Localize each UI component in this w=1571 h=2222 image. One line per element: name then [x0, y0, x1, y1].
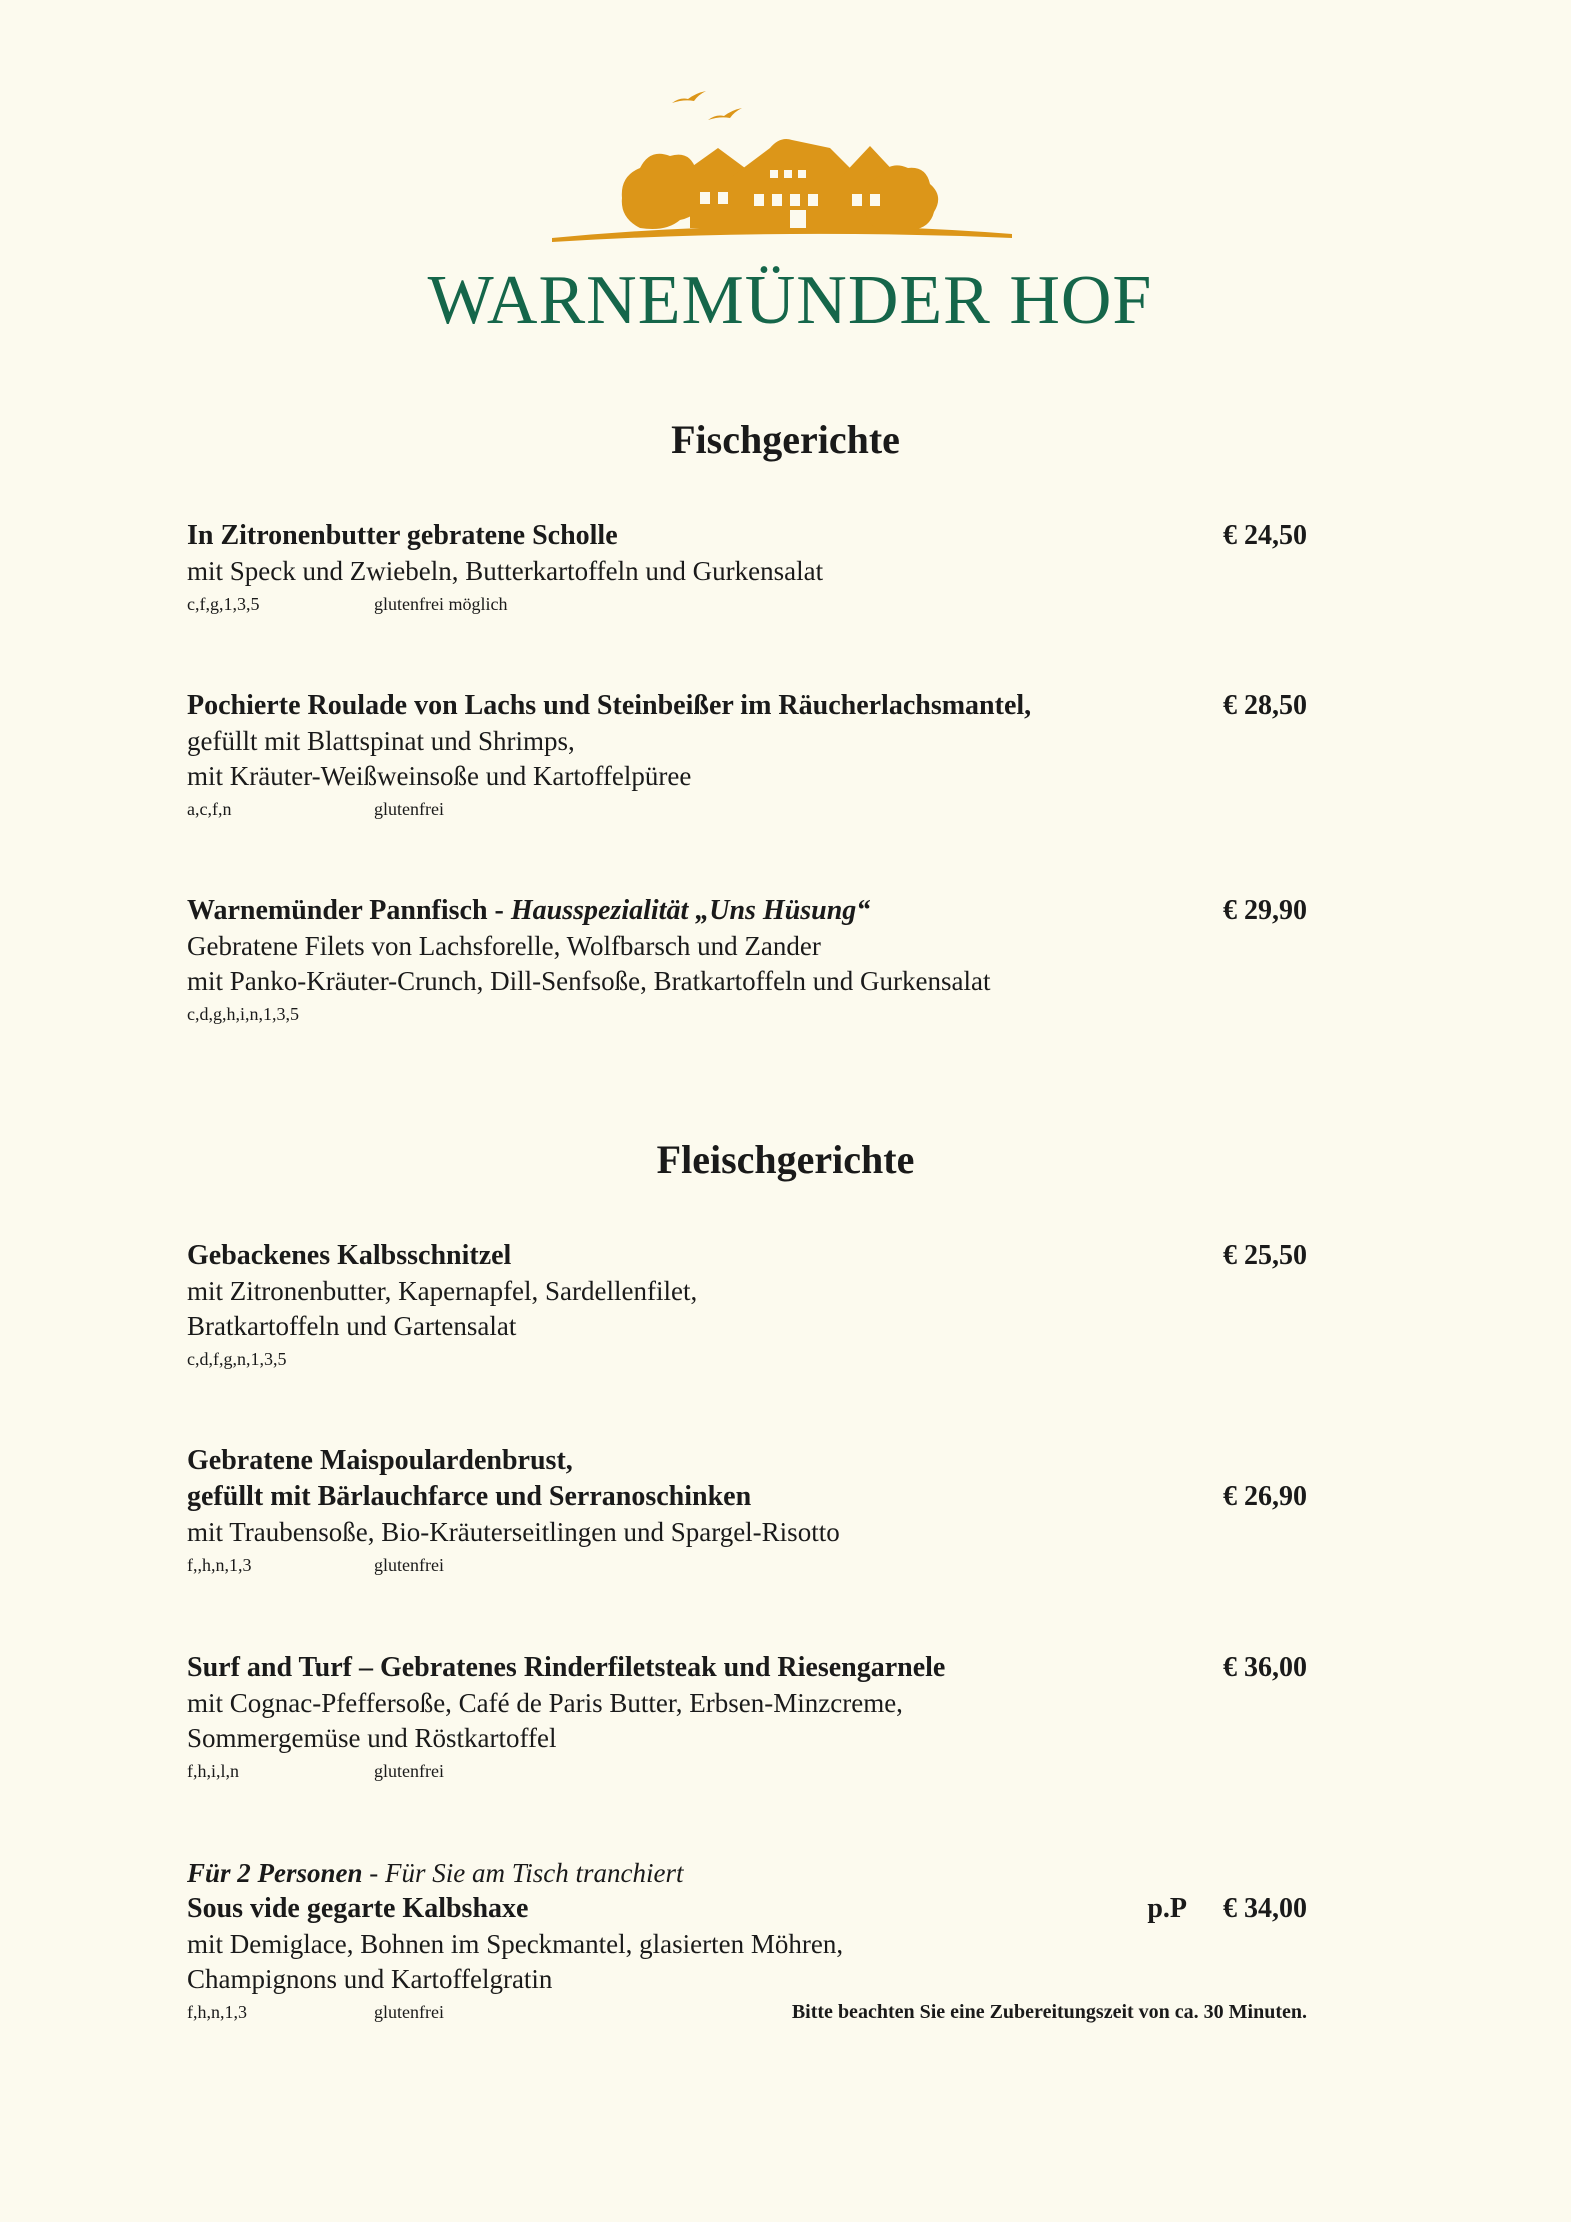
dish-name-italic: Hausspezialität „Uns Hüsung“ — [510, 895, 871, 926]
allergen-codes: f,,h,n,1,3 — [187, 1555, 252, 1575]
dish-name-line2: gefüllt mit Bärlauchfarce und Serranoschinken — [187, 1481, 752, 1512]
logo — [400, 88, 1180, 348]
dish-description: Bratkartoffeln und Gartensalat — [187, 1311, 517, 1341]
dish-meta — [187, 589, 1307, 619]
brand-name: WARNEMÜNDER HOF — [427, 262, 1153, 339]
dish-lachs-roulade — [187, 688, 1307, 824]
dish-description: mit Cognac-Pfeffersoße, Café de Paris Butter, Erbsen-Minzcreme, — [187, 1688, 903, 1718]
gluten-info: glutenfrei möglich — [374, 594, 508, 614]
allergen-codes: c,f,g,1,3,5 — [187, 594, 260, 614]
allergen-codes: f,h,n,1,3 — [187, 2002, 247, 2022]
gluten-info: glutenfrei — [374, 2002, 444, 2022]
dish-description: mit Kräuter-Weißweinsoße und Kartoffelpüree — [187, 761, 692, 791]
allergen-codes: f,h,i,l,n — [187, 1761, 239, 1781]
allergen-codes: c,d,f,g,n,1,3,5 — [187, 1349, 287, 1369]
dish-meta — [187, 1344, 1307, 1374]
dish-description: Champignons und Kartoffelgratin — [187, 1964, 553, 1994]
dish-kalbsschnitzel — [187, 1238, 1307, 1374]
dish-meta — [187, 1997, 1307, 2027]
section-title-fischgerichte: Fischgerichte — [671, 417, 900, 462]
dish-maispoulardenbrust — [187, 1443, 1307, 1580]
dish-meta — [187, 1756, 1307, 1786]
dish-scholle — [187, 518, 1307, 619]
dish-subtitle — [187, 1855, 1307, 1891]
house-with-trees-logo-icon — [400, 88, 1180, 268]
dish-subtitle-bold: Für 2 Personen — [187, 1858, 363, 1888]
dish-kalbshaxe — [187, 1855, 1307, 2027]
dish-price: € 24,50 — [1223, 520, 1307, 551]
dish-name: Pochierte Roulade von Lachs und Steinbeißer im Räucherlachsmantel, — [187, 690, 1032, 721]
dish-pannfisch — [187, 893, 1307, 1029]
preparation-time-note: Bitte beachten Sie eine Zubereitungszeit von ca. 30 Minuten. — [791, 2001, 1307, 2023]
dish-price: € 28,50 — [1223, 690, 1307, 721]
dish-description: mit Demiglace, Bohnen im Speckmantel, glasierten Möhren, — [187, 1929, 844, 1959]
dish-description: mit Speck und Zwiebeln, Butterkartoffeln und Gurkensalat — [187, 556, 824, 586]
section-title-fleischgerichte: Fleischgerichte — [656, 1137, 915, 1182]
allergen-codes: a,c,f,n — [187, 799, 232, 819]
dish-name: In Zitronenbutter gebratene Scholle — [187, 520, 618, 551]
dish-name: Surf and Turf – Gebratenes Rinderfiletsteak und Riesengarnele — [187, 1652, 946, 1683]
dish-price: € 29,90 — [1223, 895, 1307, 926]
dish-name: Warnemünder Pannfisch - Hausspezialität „Uns Hüsung“ — [187, 895, 871, 926]
dish-description: mit Panko-Kräuter-Crunch, Dill-Senfsoße, Bratkartoffeln und Gurkensalat — [187, 966, 991, 996]
gluten-info: glutenfrei — [374, 1555, 444, 1575]
dish-meta — [187, 794, 1307, 824]
dish-description: gefüllt mit Blattspinat und Shrimps, — [187, 726, 575, 756]
dish-surf-and-turf — [187, 1650, 1307, 1786]
dish-price: € 26,90 — [1223, 1481, 1307, 1512]
dish-price: € 25,50 — [1223, 1240, 1307, 1271]
dish-subtitle-rest: - Für Sie am Tisch tranchiert — [362, 1858, 684, 1888]
dish-description: mit Traubensoße, Bio-Kräuterseitlingen und Spargel-Risotto — [187, 1517, 840, 1547]
dish-price: € 36,00 — [1223, 1652, 1307, 1683]
dish-meta — [187, 1550, 1307, 1580]
gluten-info: glutenfrei — [374, 799, 444, 819]
dish-name: Gebackenes Kalbsschnitzel — [187, 1240, 512, 1271]
dish-meta — [187, 999, 1307, 1029]
per-person-label: p.P — [1147, 1893, 1187, 1924]
dish-price: € 34,00 — [1223, 1893, 1307, 1924]
dish-name: Gebratene Maispoulardenbrust, — [187, 1445, 573, 1476]
dish-description: Gebratene Filets von Lachsforelle, Wolfbarsch und Zander — [187, 931, 821, 961]
dish-name: Sous vide gegarte Kalbshaxe — [187, 1893, 529, 1924]
allergen-codes: c,d,g,h,i,n,1,3,5 — [187, 1004, 299, 1024]
dish-description: Sommergemüse und Röstkartoffel — [187, 1723, 557, 1753]
gluten-info: glutenfrei — [374, 1761, 444, 1781]
dish-description: mit Zitronenbutter, Kapernapfel, Sardellenfilet, — [187, 1276, 698, 1306]
